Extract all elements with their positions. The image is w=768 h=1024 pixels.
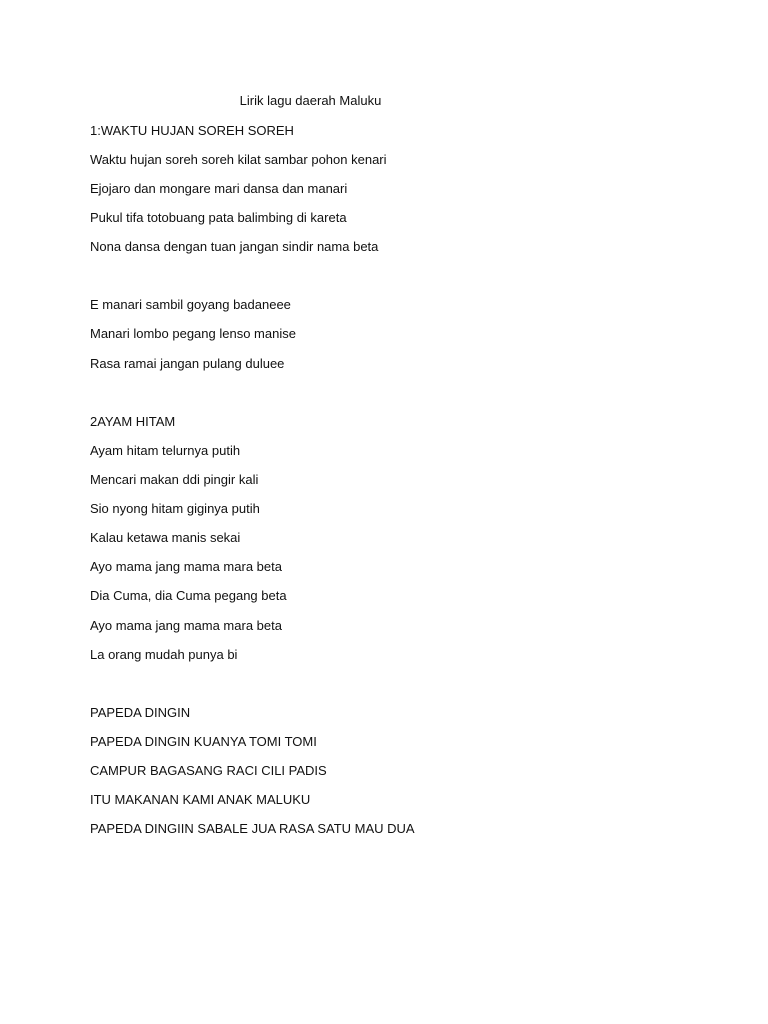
- lyric-line: Ayo mama jang mama mara beta: [90, 559, 282, 574]
- song-2-heading: 2AYAM HITAM: [90, 414, 176, 429]
- lyric-line: PAPEDA DINGIN KUANYA TOMI TOMI: [90, 734, 317, 749]
- lyric-line: Ejojaro dan mongare mari dansa dan manari: [90, 181, 348, 196]
- document-title: Lirik lagu daerah Maluku: [239, 93, 382, 108]
- lyric-line: Kalau ketawa manis sekai: [90, 530, 241, 545]
- song-1-heading: 1:WAKTU HUJAN SOREH SOREH: [90, 123, 294, 138]
- lyric-line: CAMPUR BAGASANG RACI CILI PADIS: [90, 763, 327, 778]
- lyric-line: Pukul tifa totobuang pata balimbing di kareta: [90, 210, 347, 225]
- lyric-line: Manari lombo pegang lenso manise: [90, 326, 296, 341]
- lyric-line: Dia Cuma, dia Cuma pegang beta: [90, 588, 287, 603]
- lyric-line: ITU MAKANAN KAMI ANAK MALUKU: [90, 792, 311, 807]
- lyric-line: Nona dansa dengan tuan jangan sindir nama beta: [90, 239, 379, 254]
- lyric-line: Rasa ramai jangan pulang duluee: [90, 356, 285, 371]
- song-3-heading: PAPEDA DINGIN: [90, 705, 191, 720]
- lyric-line: La orang mudah punya bi: [90, 647, 238, 662]
- lyric-line: Mencari makan ddi pingir kali: [90, 472, 259, 487]
- lyric-line: Waktu hujan soreh soreh kilat sambar pohon kenari: [90, 152, 387, 167]
- lyric-line: Ayam hitam telurnya putih: [90, 443, 241, 458]
- lyric-line: Sio nyong hitam giginya putih: [90, 501, 260, 516]
- lyric-line: PAPEDA DINGIIN SABALE JUA RASA SATU MAU DUA: [90, 821, 415, 836]
- lyric-line: Ayo mama jang mama mara beta: [90, 618, 282, 633]
- lyric-line: E manari sambil goyang badaneee: [90, 297, 291, 312]
